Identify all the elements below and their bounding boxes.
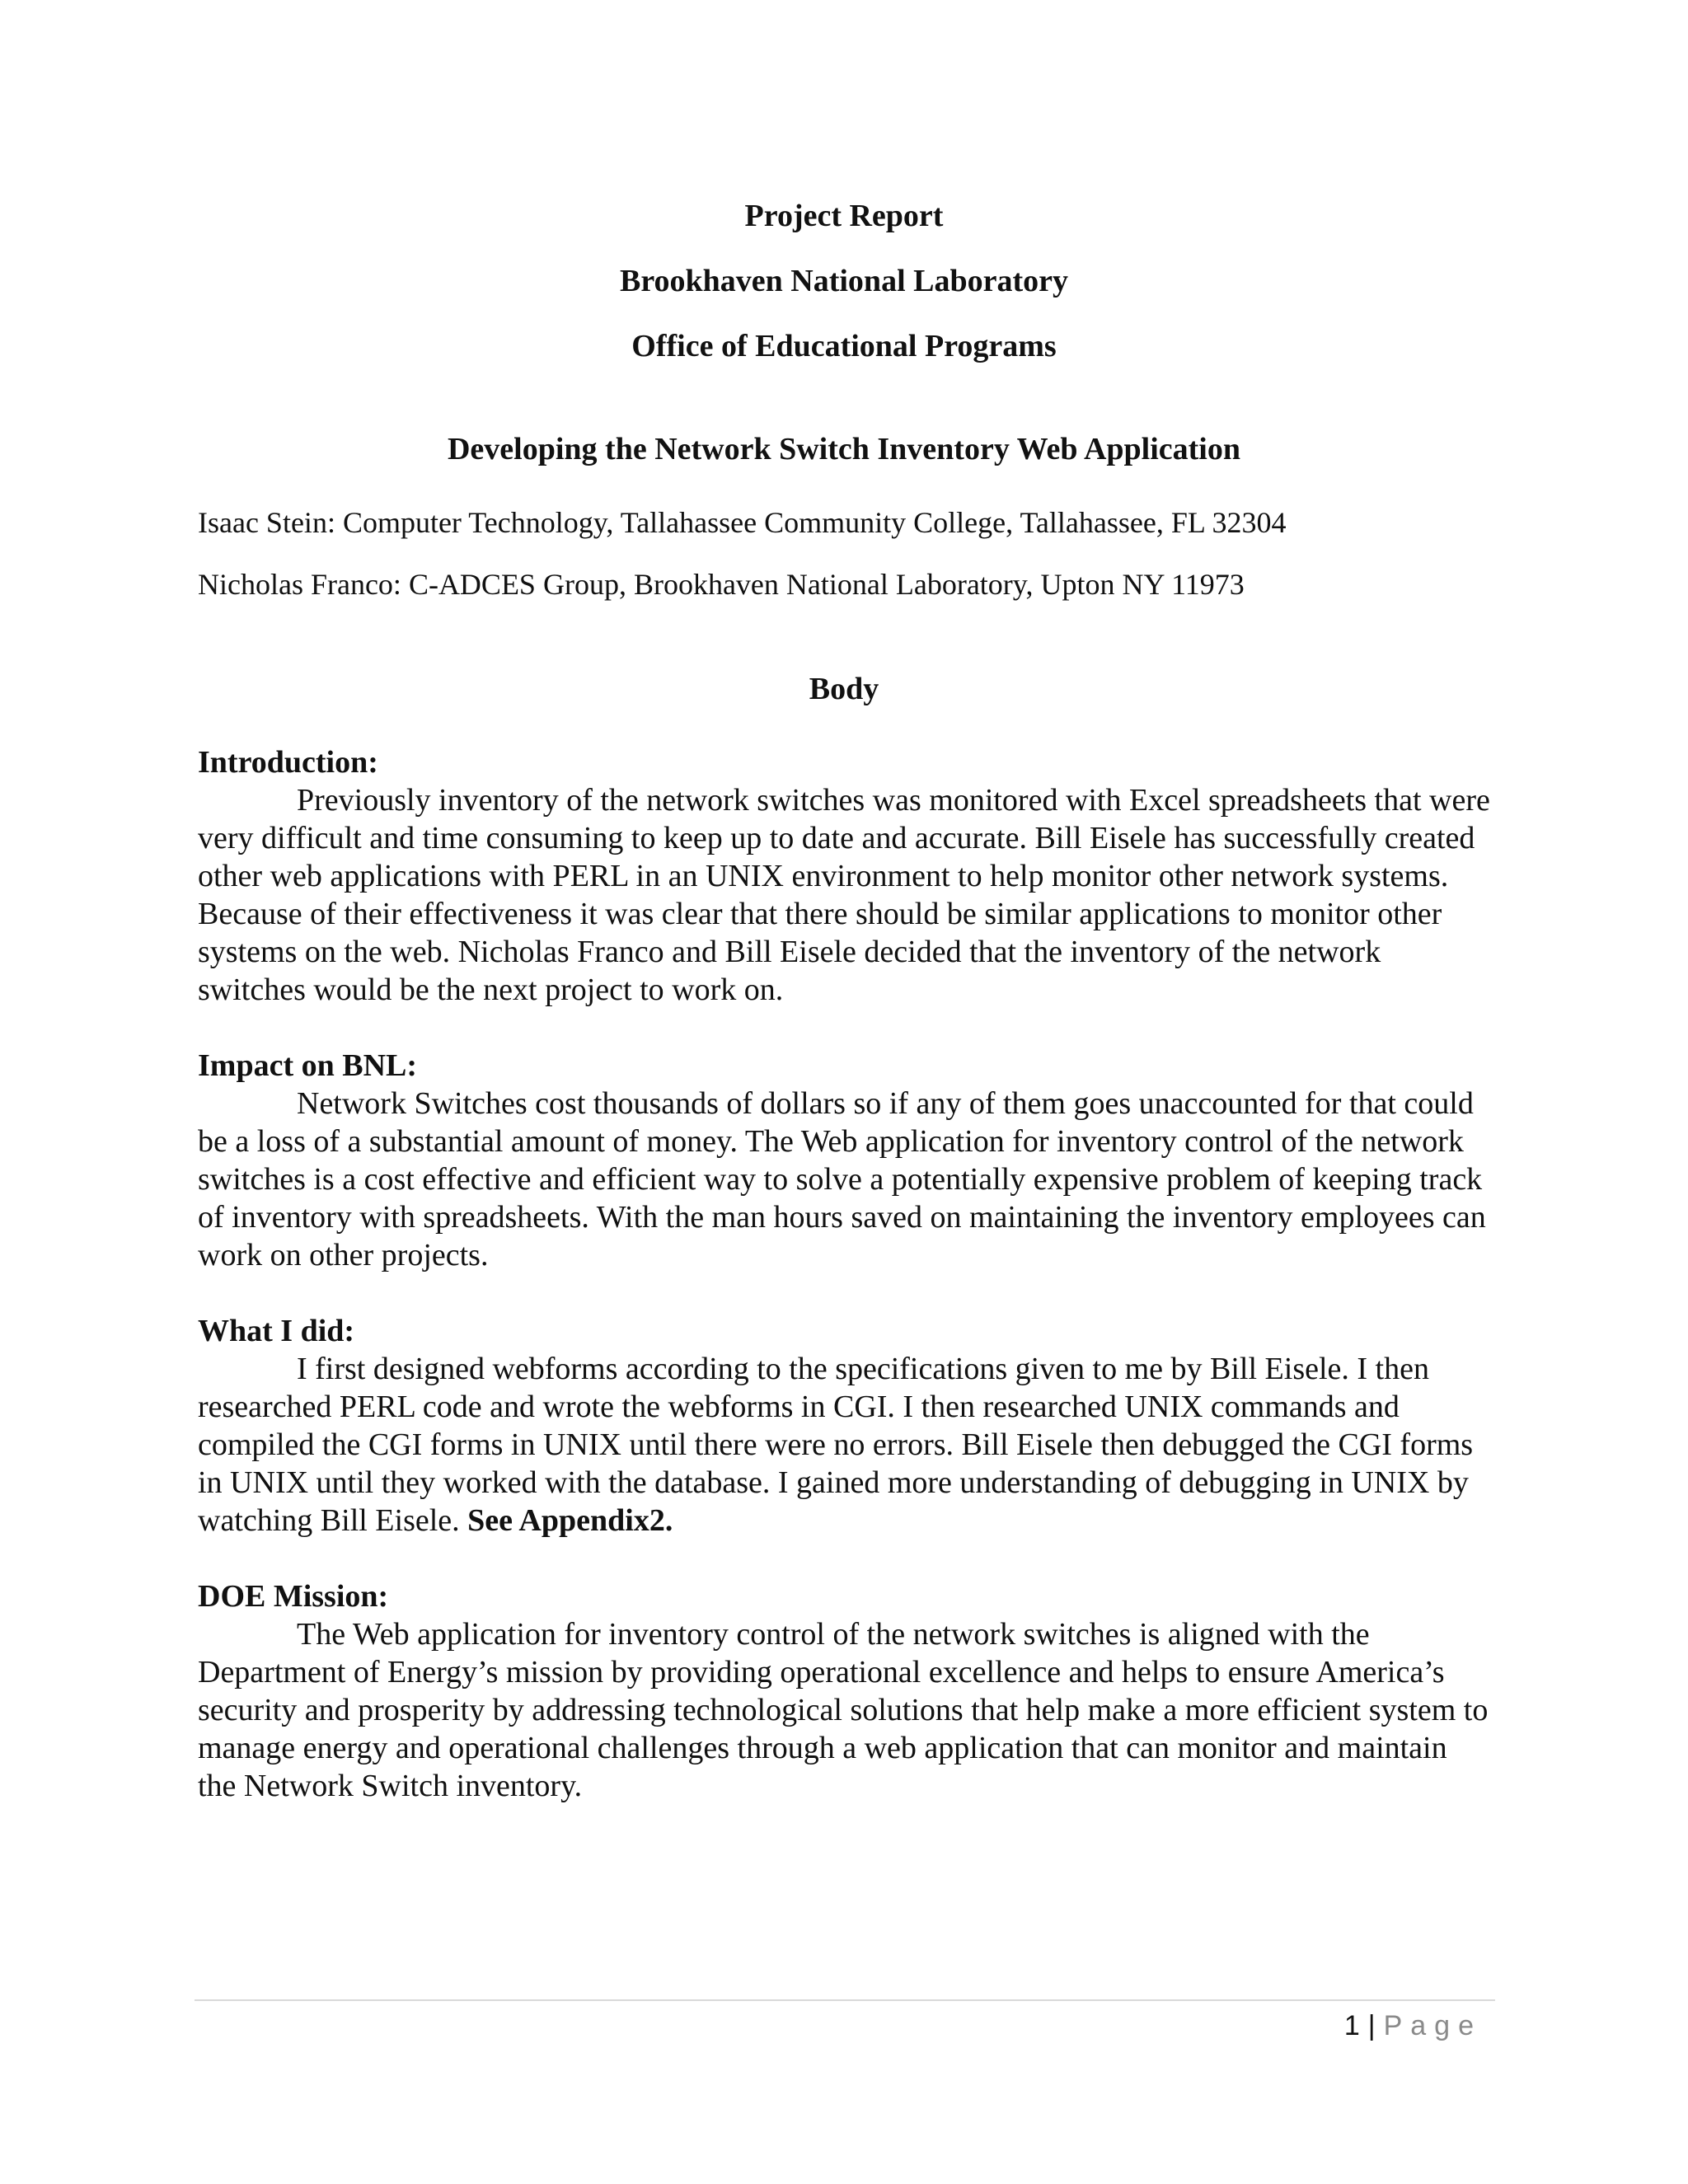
section-introduction bbox=[198, 743, 1492, 1009]
report-title: Project Report bbox=[744, 199, 944, 233]
section-paragraph: Previously inventory of the network switches was monitored with Excel spreadsheets that were very difficult and time consuming to keep up to date and accurate. Bill Eisele has successfully created other web applications with PERL in an UNIX environment to help monitor other network systems. Because of their effectiveness it was clear that there should be similar applications to monitor other systems on the web. Nicholas Franco and Bill Eisele decided that the inventory of the network switches would be the next project to work on. bbox=[198, 783, 1490, 1007]
page-footer bbox=[1344, 2008, 1482, 2044]
paragraph-text: I first designed webforms according to the specifications given to me by Bill Eisele. I then researched PERL code and wrote the webforms in CGI. I then researched UNIX commands and compiled the CGI forms in UNIX until there were no errors. Bill Eisele then debugged the CGI forms in UNIX until they worked with the database. I gained more understanding of debugging in UNIX by watching Bill Eisele. bbox=[198, 1352, 1474, 1538]
footer-divider bbox=[195, 1999, 1495, 2001]
page-number: 1 bbox=[1343, 2010, 1360, 2041]
author-student: Isaac Stein: Computer Technology, Tallahassee Community College, Tallahassee, FL 32304 bbox=[198, 506, 1287, 539]
section-paragraph: The Web application for inventory control of the network switches is aligned with the Department of Energy’s mission by providing operational excellence and helps to ensure America’s security and prosperity by addressing technological solutions that help make a more efficient system to manage energy and operational challenges through a web application that can monitor and maintain the Network Switch inventory. bbox=[198, 1617, 1489, 1803]
body-heading: Body bbox=[809, 672, 879, 706]
author-mentor: Nicholas Franco: C-ADCES Group, Brookhaven National Laboratory, Upton NY 11973 bbox=[198, 568, 1245, 601]
section-heading: DOE Mission: bbox=[198, 1579, 389, 1614]
section-doe-mission bbox=[198, 1577, 1492, 1805]
appendix-reference: See Appendix2. bbox=[467, 1503, 673, 1538]
lab-name: Brookhaven National Laboratory bbox=[619, 264, 1068, 298]
section-what-i-did bbox=[198, 1312, 1492, 1540]
section-heading: Introduction: bbox=[198, 745, 378, 780]
office-name: Office of Educational Programs bbox=[631, 329, 1057, 363]
section-impact bbox=[198, 1047, 1492, 1274]
page-word: Page bbox=[1383, 2010, 1482, 2041]
footer-separator: | bbox=[1367, 2010, 1376, 2041]
section-paragraph bbox=[198, 1350, 1492, 1540]
project-title: Developing the Network Switch Inventory Web Application bbox=[447, 432, 1240, 466]
section-heading: Impact on BNL: bbox=[198, 1048, 418, 1083]
section-heading: What I did: bbox=[198, 1314, 355, 1348]
section-paragraph: Network Switches cost thousands of dollars so if any of them goes unaccounted for that could be a loss of a substantial amount of money. The Web application for inventory control of the network switches is a cost effective and efficient way to solve a potentially expensive problem of keeping track of inventory with spreadsheets. With the man hours saved on maintaining the inventory employees can work on other projects. bbox=[198, 1086, 1486, 1272]
